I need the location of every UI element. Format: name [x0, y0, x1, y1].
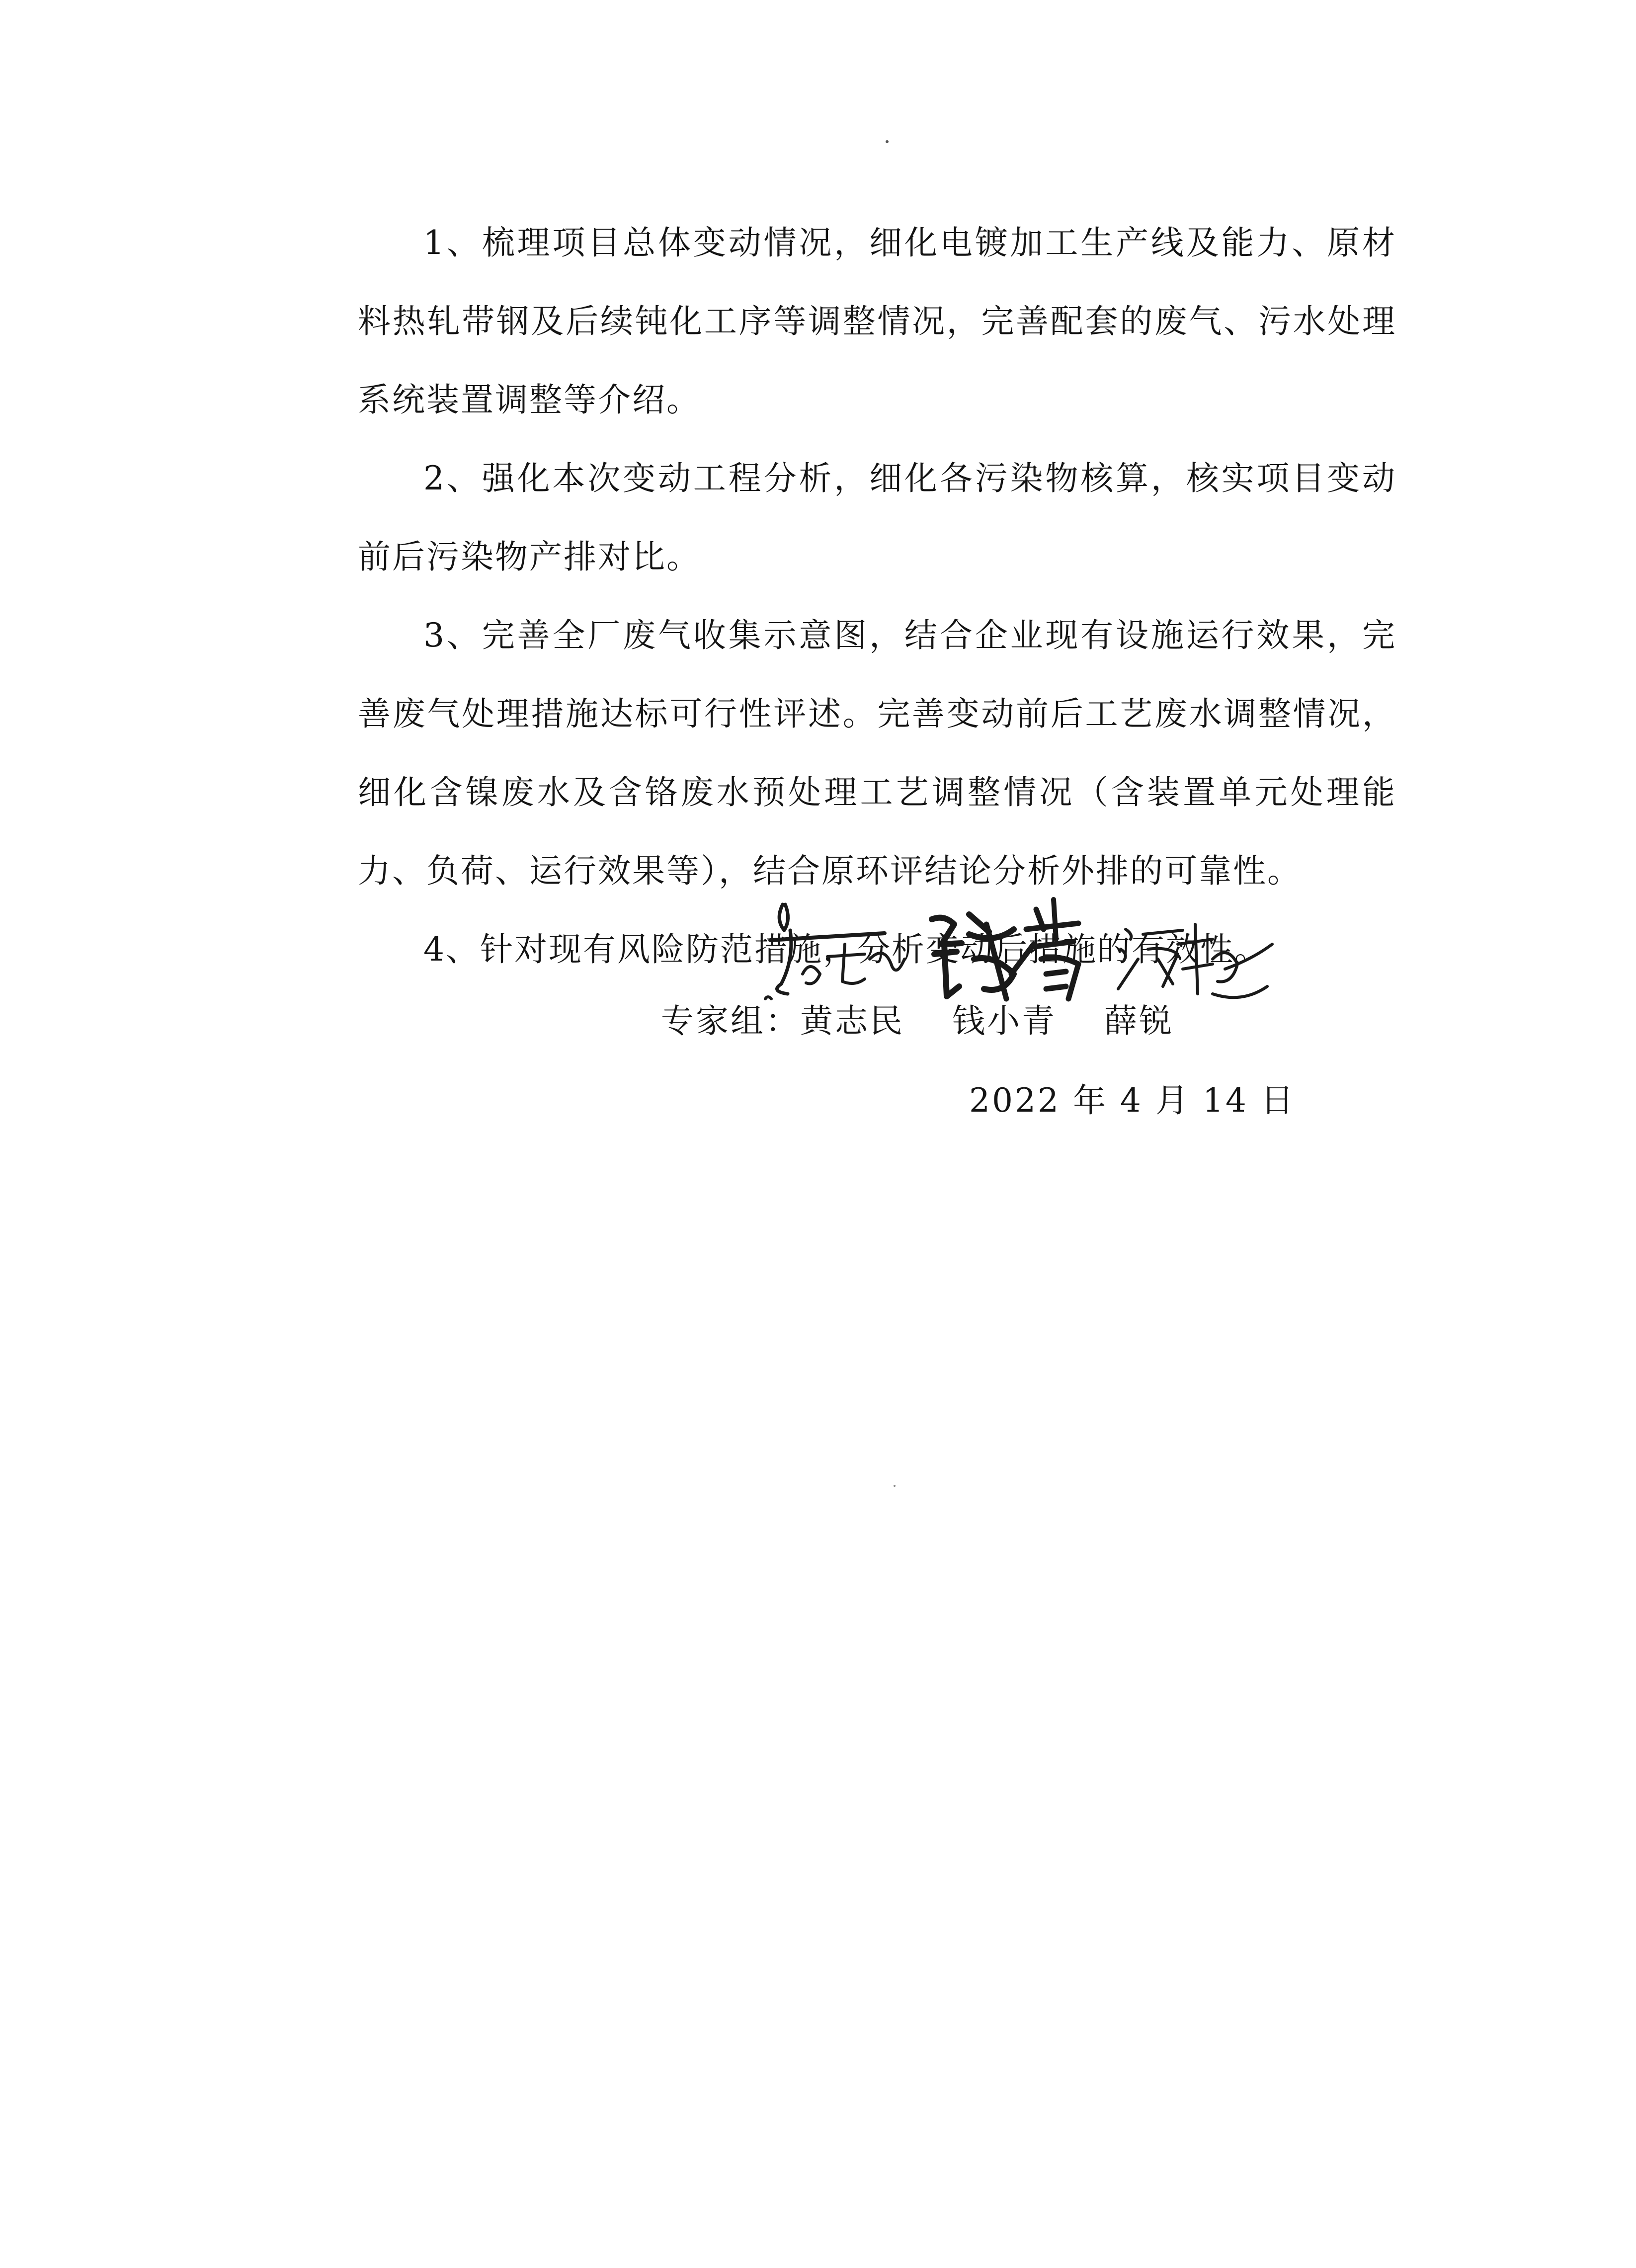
opinion-body: [358, 204, 1396, 989]
expert-name: 薛锐: [1104, 1002, 1174, 1040]
paragraph-2: 2、强化本次变动工程分析，细化各污染物核算，核实项目变动前后污染物产排对比。: [358, 459, 1396, 576]
signoff-date: 2022 年 4 月 14 日: [969, 1081, 1296, 1120]
handwritten-signatures: [736, 885, 1282, 1014]
expert-group-label: 专家组：: [661, 1002, 800, 1040]
signature-strokes-icon: [736, 885, 1282, 1014]
expert-name: 黄志民: [800, 1002, 904, 1040]
paragraph-4: 4、针对现有风险防范措施，分析变动后措施的有效性。: [423, 930, 1269, 969]
expert-name: 钱小青: [952, 1002, 1057, 1040]
paragraph-3: 3、完善全厂废气收集示意图，结合企业现有设施运行效果，完善废气处理措施达标可行性评述。完善变动前后工艺废水调整情况，细化含镍废水及含铬废水预处理工艺调整情况（含装置单元处理能力、负荷、运行效果等），结合原环评结论分析外排的可靠性。: [358, 616, 1396, 890]
scan-speck: [886, 140, 889, 143]
expert-group-signoff: [661, 999, 1174, 1044]
paragraph-1: 1、梳理项目总体变动情况，细化电镀加工生产线及能力、原材料热轧带钢及后续钝化工序等调整情况，完善配套的废气、污水处理系统装置调整等介绍。: [358, 224, 1396, 419]
expert-group-names: [800, 1002, 1174, 1040]
scan-speck: [894, 1485, 896, 1487]
